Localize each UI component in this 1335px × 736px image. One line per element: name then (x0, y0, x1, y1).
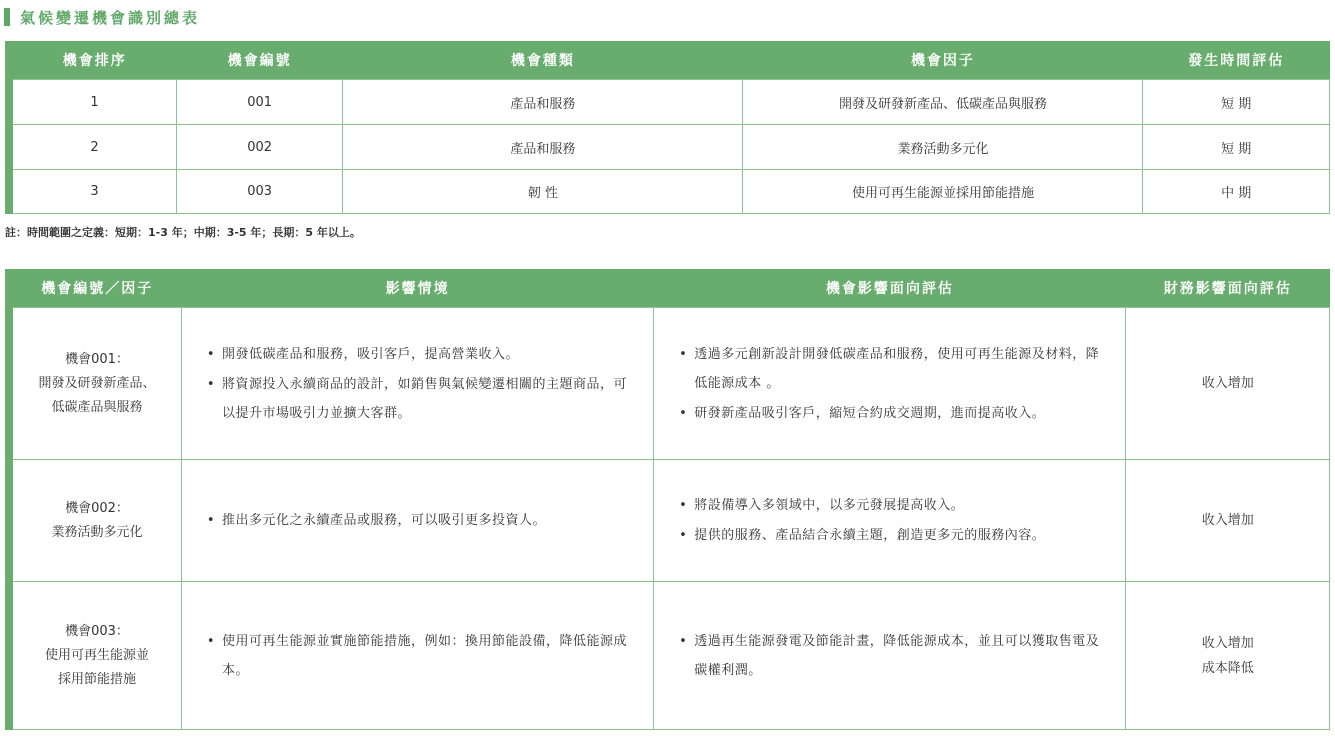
list-item-text: 推出多元化之永續產品或服務，可以吸引更多投資人。 (221, 513, 546, 528)
page-title-block (4, 5, 200, 29)
column-header-factor: 機會因子 (743, 41, 1143, 80)
list-item-text: 研發新產品吸引客戶，縮短合約成交週期，進而提高收入。 (694, 405, 1046, 421)
label-line: 機會002： (65, 500, 129, 516)
list-item-text: 提供的服務、產品結合永續主題，創造更多元的服務內容。 (694, 528, 1046, 543)
list-item (676, 627, 1099, 685)
table-header-row (9, 269, 1330, 308)
table-row (9, 308, 1330, 460)
cell-scenario (181, 460, 653, 582)
cell-id: 001 (176, 80, 342, 125)
cell-rank: 2 (9, 125, 176, 170)
cell-timeframe: 短 期 (1143, 125, 1330, 170)
cell-type: 產品和服務 (343, 80, 743, 125)
label-line: 機會001： (65, 351, 129, 367)
cell-scenario (181, 308, 653, 460)
financial-line: 收入增加 (1201, 376, 1254, 391)
bullet-icon: • (206, 376, 216, 392)
cell-opportunity-label (9, 582, 181, 730)
label-line: 開發及研發新產品、 (38, 375, 156, 391)
cell-opportunity-label (9, 460, 181, 582)
list-item (204, 340, 627, 369)
bullet-icon: • (679, 633, 688, 649)
cell-id: 003 (176, 170, 342, 214)
cell-id: 002 (176, 125, 342, 170)
cell-impact (654, 460, 1126, 582)
bullet-list (182, 627, 653, 685)
bullet-icon: • (679, 528, 688, 543)
bullet-icon: • (679, 346, 688, 362)
cell-opportunity-label (9, 308, 181, 460)
table-row (9, 170, 1330, 214)
table-row (9, 125, 1330, 170)
list-item (676, 491, 1099, 520)
page-title: 氣候變遷機會識別總表 (20, 8, 201, 27)
list-item (676, 340, 1099, 398)
cell-financial (1126, 460, 1330, 582)
cell-type: 韌 性 (343, 170, 743, 214)
label-line: 低碳產品與服務 (51, 399, 143, 415)
cell-type: 產品和服務 (343, 125, 743, 170)
bullet-icon: • (679, 498, 688, 513)
column-header-type: 機會種類 (343, 41, 743, 80)
financial-line: 收入增加 (1201, 513, 1254, 528)
column-header-scenario: 影響情境 (181, 269, 653, 308)
bullet-list (654, 340, 1125, 428)
bullet-list (182, 340, 653, 428)
bullet-icon: • (679, 405, 688, 421)
column-header-impact: 機會影響面向評估 (654, 269, 1126, 308)
column-header-timeframe: 發生時間評估 (1143, 41, 1330, 80)
label-line: 機會003： (65, 623, 129, 639)
list-item-text: 開發低碳產品和服務，吸引客戶，提高營業收入。 (221, 346, 519, 362)
table-header-row (9, 41, 1330, 80)
financial-line: 成本降低 (1201, 660, 1254, 676)
opportunity-impact-table (5, 269, 1330, 730)
opportunity-summary-table (5, 41, 1330, 214)
bullet-list (654, 491, 1125, 550)
cell-financial (1126, 308, 1330, 460)
cell-rank: 3 (9, 170, 176, 214)
table-row (9, 460, 1330, 582)
bullet-list (654, 627, 1125, 685)
list-item (204, 370, 627, 428)
cell-scenario (181, 582, 653, 730)
cell-factor: 業務活動多元化 (743, 125, 1143, 170)
list-item-text: 透過再生能源發電及節能計畫，降低能源成本，並且可以獲取售電及碳權利潤。 (694, 633, 1100, 678)
list-item (676, 521, 1099, 550)
cell-impact (654, 582, 1126, 730)
column-header-id: 機會編號 (176, 41, 342, 80)
table-row (9, 80, 1330, 125)
label-line: 使用可再生能源並 (44, 647, 149, 663)
title-accent-bar (4, 8, 10, 26)
list-item (204, 627, 627, 685)
cell-financial (1126, 582, 1330, 730)
cell-timeframe: 中 期 (1143, 170, 1330, 214)
cell-rank: 1 (9, 80, 176, 125)
list-item (204, 506, 627, 535)
list-item-text: 透過多元創新設計開發低碳產品和服務，使用可再生能源及材料，降低能源成本 。 (694, 346, 1100, 391)
list-item-text: 使用可再生能源並實施節能措施，例如：換用節能設備，降低能源成本。 (221, 633, 627, 678)
bullet-icon: • (206, 346, 216, 362)
cell-timeframe: 短 期 (1143, 80, 1330, 125)
list-item-text: 將設備導入多領域中，以多元發展提高收入。 (694, 498, 965, 513)
list-item-text: 將資源投入永續商品的設計，如銷售與氣候變遷相關的主題商品，可以提升市場吸引力並擴大客群。 (221, 376, 627, 421)
label-line: 業務活動多元化 (51, 524, 143, 540)
cell-factor: 開發及研發新產品、低碳產品與服務 (743, 80, 1143, 125)
column-header-rank: 機會排序 (9, 41, 176, 80)
bullet-icon: • (206, 633, 216, 649)
cell-impact (654, 308, 1126, 460)
financial-line: 收入增加 (1201, 635, 1254, 651)
table-row (9, 582, 1330, 730)
list-item (676, 399, 1099, 428)
timeframe-note: 註：時間範圍之定義：短期：1-3 年；中期：3-5 年；長期：5 年以上。 (5, 226, 361, 239)
bullet-list (182, 506, 653, 535)
column-header-financial: 財務影響面向評估 (1126, 269, 1330, 308)
cell-factor: 使用可再生能源並採用節能措施 (743, 170, 1143, 214)
label-line: 採用節能措施 (57, 671, 136, 687)
column-header-opportunity: 機會編號／因子 (9, 269, 181, 308)
bullet-icon: • (206, 513, 216, 528)
